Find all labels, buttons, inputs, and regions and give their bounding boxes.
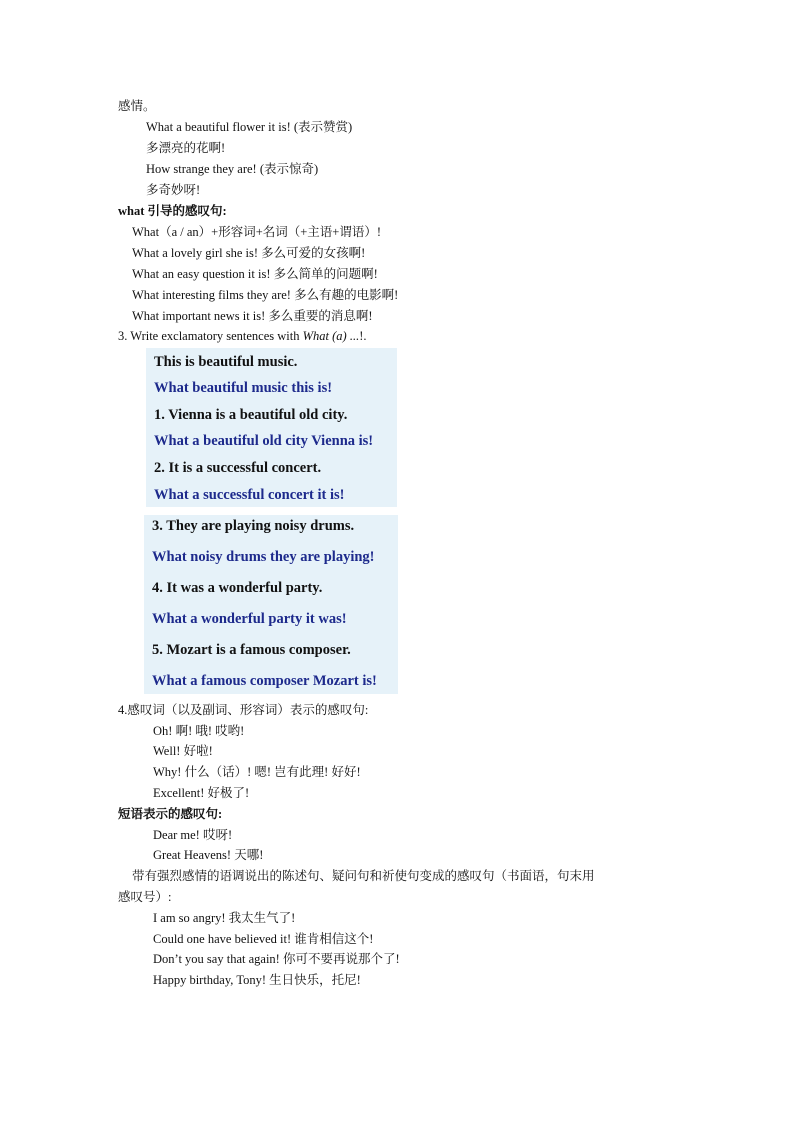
instruction-suffix: !. [359,329,367,343]
what-example: What an easy question it is! 多么简单的问题啊! [132,267,378,281]
phrase-example: Happy birthday, Tony! 生日快乐，托尼! [153,973,361,987]
intro-translation: 多漂亮的花啊! [146,141,226,155]
what-example: What interesting films they are! 多么有趣的电影啊! [132,288,399,302]
exercise-answer: What a beautiful old city Vienna is! [154,433,374,449]
exercise-box-2 [144,515,398,694]
exercise-question: This is beautiful music. [154,354,298,370]
what-example: What important news it is! 多么重要的消息啊! [132,309,373,323]
exercise-box-1 [146,348,397,507]
exercise-question: 4. It was a wonderful party. [152,580,323,596]
phrase-note: 带有强烈感情的语调说出的陈述句、疑问句和祈使句变成的感叹句（书面语，句末用 [132,869,595,883]
exercise-question: 1. Vienna is a beautiful old city. [154,407,348,423]
interjection-item: Well! 好啦! [153,744,213,758]
exercise-answer: What a successful concert it is! [154,487,345,503]
instruction-italic: What (a) ... [302,329,360,343]
intro-example: How strange they are! (表示惊奇) [146,162,319,176]
interjection-item: Oh! 啊! 哦! 哎哟! [153,724,245,738]
interjection-heading: 4.感叹词（以及副词、形容词）表示的感叹句: [118,703,369,717]
exercise-question: 5. Mozart is a famous composer. [152,642,351,658]
intro-translation: 多奇妙呀! [146,183,201,197]
interjection-item: Why! 什么（话）! 嗯! 岂有此理! 好好! [153,765,361,779]
phrase-item: Dear me! 哎呀! [153,828,233,842]
exercise-question: 2. It is a successful concert. [154,460,322,476]
what-heading: what 引导的感叹句: [118,204,227,218]
intro-line: 感情。 [118,99,156,113]
phrase-example: I am so angry! 我太生气了! [153,911,296,925]
instruction-prefix: 3. Write exclamatory sentences with [118,329,303,343]
phrase-example: Don’t you say that again! 你可不要再说那个了! [153,952,400,966]
interjection-item: Excellent! 好极了! [153,786,250,800]
what-example: What a lovely girl she is! 多么可爱的女孩啊! [132,246,366,260]
exercise-answer: What a wonderful party it was! [152,611,347,627]
phrase-item: Great Heavens! 天哪! [153,848,264,862]
phrase-heading: 短语表示的感叹句: [118,807,223,821]
exercise-question: 3. They are playing noisy drums. [152,518,355,534]
exercise-answer: What beautiful music this is! [154,380,333,396]
exercise-answer: What noisy drums they are playing! [152,549,375,565]
exercise-answer: What a famous composer Mozart is! [152,673,377,689]
phrase-note-cont: 感叹号）: [118,890,172,904]
exercise-instruction [118,328,367,344]
what-pattern: What（a / an）+形容词+名词（+主语+谓语）! [132,225,381,239]
phrase-example: Could one have believed it! 谁肯相信这个! [153,932,374,946]
intro-example: What a beautiful flower it is! (表示赞赏) [146,120,353,134]
